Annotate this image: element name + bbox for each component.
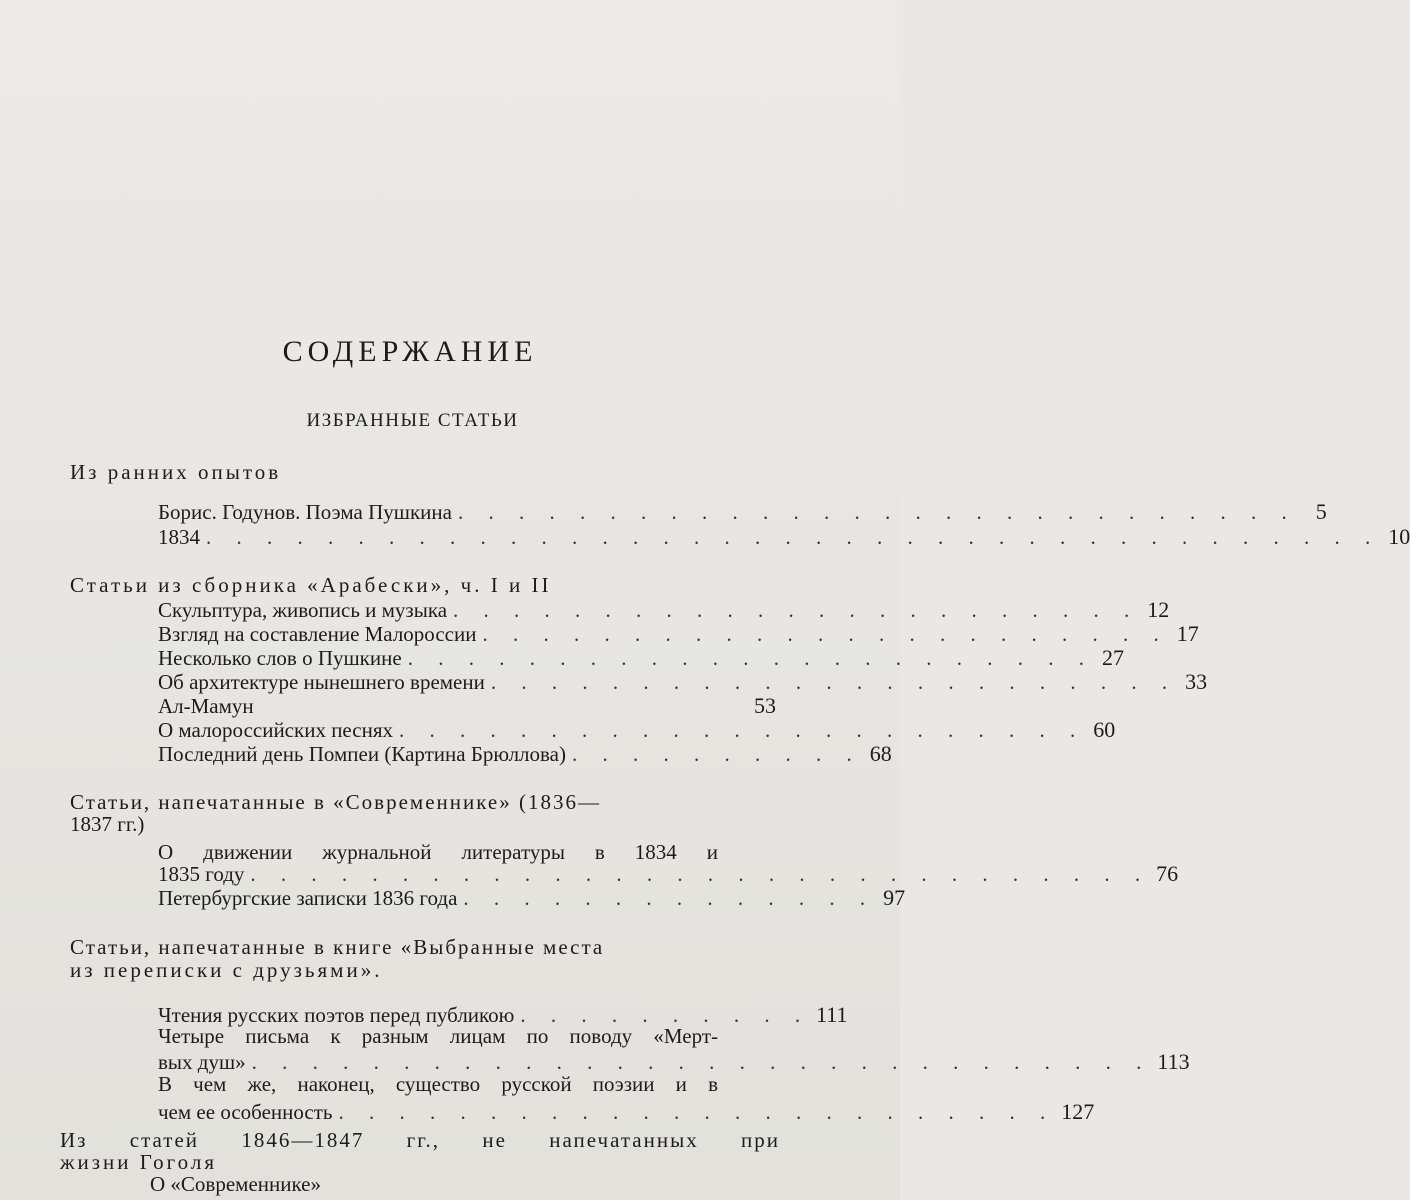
leader-dots: . . . . . . . . . . . . . . . . . . . . . . . xyxy=(453,598,1140,622)
entry-page: 76 xyxy=(1156,861,1179,886)
page-title: СОДЕРЖАНИЕ xyxy=(282,335,538,368)
entry-page: 60 xyxy=(1093,717,1116,742)
toc-entry-cont xyxy=(158,1099,1095,1124)
leader-dots: . . . . . . . . . . . . . . . . . . . . . . . xyxy=(482,622,1169,646)
entry-title-line1: Четыре письма к разным лицам по поводу «Мерт- xyxy=(158,1024,718,1048)
entry-page: 113 xyxy=(1157,1049,1190,1074)
toc-entry xyxy=(158,669,1208,694)
leader-dots: . . . . . . . . . . xyxy=(520,1003,811,1027)
toc-entry xyxy=(158,524,1410,549)
section-heading: Статьи, напечатанные в книге «Выбранные места xyxy=(70,935,605,959)
entry-title: О малороссийских песнях xyxy=(158,718,393,742)
entry-page: 27 xyxy=(1101,645,1124,670)
entry-title: Об архитектуре нынешнего времени xyxy=(158,670,485,694)
entry-page: 33 xyxy=(1185,669,1208,694)
leader-dots: . . . . . . . . . . . . . . . . . . . . . . . . . . . . . . . . . . . . . . . xyxy=(206,525,1381,549)
entry-page: 17 xyxy=(1176,621,1199,646)
entry-title-line2: 1835 году xyxy=(158,862,245,886)
leader-dots: . . . . . . . . . . . . . . . . . . . . . . . . xyxy=(338,1100,1056,1124)
entry-title: Борис. Годунов. Поэма Пушкина xyxy=(158,500,452,524)
leader-dots: . . . . . . . . . . . . . . . . . . . . . . . xyxy=(407,646,1094,670)
entry-title: Скульптура, живопись и музыка xyxy=(158,598,448,622)
section-heading-cont: жизни Гоголя xyxy=(60,1150,218,1174)
toc-entry xyxy=(158,694,776,718)
entry-page: 97 xyxy=(883,885,906,910)
entry-title: Петербургские записки 1836 года xyxy=(158,886,458,910)
entry-page: 111 xyxy=(816,1002,848,1027)
toc-entry xyxy=(158,717,1116,742)
leader-dots: . . . . . . . . . . . . . . . . . . . . . . . xyxy=(399,718,1086,742)
toc-entry-cont xyxy=(158,1049,1190,1074)
page-subtitle: ИЗБРАННЫЕ СТАТЬИ xyxy=(306,410,519,431)
entry-page: 68 xyxy=(869,741,892,766)
entry-page: 5 xyxy=(1315,499,1327,524)
leader-dots: . . . . . . . . . . . . . . . . . . . . . . . . . . . . xyxy=(457,500,1297,524)
toc-entry xyxy=(158,741,892,766)
entry-title-line1: В чем же, наконец, существо русской поэзии и в xyxy=(158,1072,718,1096)
section-heading-cont: из переписки с друзьями». xyxy=(70,958,383,982)
entry-title: Чтения русских поэтов перед публикою xyxy=(158,1003,515,1027)
entry-title: Взгляд на составление Малороссии xyxy=(158,622,477,646)
toc-entry xyxy=(158,885,906,910)
section-heading: Из ранних опытов xyxy=(70,460,282,484)
section-heading: Статьи из сборника «Арабески», ч. I и II xyxy=(70,573,552,597)
toc-entry xyxy=(158,499,1327,524)
entry-page: 12 xyxy=(1147,597,1170,622)
entry-title-line1: О движении журнальной литературы в 1834 и xyxy=(158,840,718,864)
section-heading-cont: 1837 гг.) xyxy=(70,812,145,836)
entry-page: 127 xyxy=(1061,1099,1095,1124)
entry-title-line2: вых душ» xyxy=(158,1050,246,1074)
leader-dots: . . . . . . . . . . . . . . xyxy=(463,886,876,910)
leader-dots: . . . . . . . . . . xyxy=(571,742,862,766)
toc-entry-cont xyxy=(158,861,1179,886)
toc-entry xyxy=(158,645,1124,670)
entry-title: Ал-Мамун xyxy=(158,694,254,718)
entry-title-line2: чем ее особенность xyxy=(158,1100,333,1124)
leader-dots: . . . . . . . . . . . . . . . . . . . . . . . xyxy=(490,670,1178,694)
section-heading: Статьи, напечатанные в «Современнике» (1836— xyxy=(70,790,601,814)
section-heading: Из статей 1846—1847 гг., не напечатанных при xyxy=(60,1128,780,1152)
entry-title: О «Современнике» xyxy=(150,1172,321,1196)
toc-entry xyxy=(158,621,1199,646)
leader-dots: . . . . . . . . . . . . . . . . . . . . . . . . . . . . . . xyxy=(251,1050,1152,1074)
leader-dots: . . . . . . . . . . . . . . . . . . . . . . . . . . . . . . xyxy=(250,862,1151,886)
entry-title: 1834 xyxy=(158,525,200,549)
entry-title: Последний день Помпеи (Картина Брюллова) xyxy=(158,742,566,766)
entry-title: Несколько слов о Пушкине xyxy=(158,646,402,670)
toc-entry xyxy=(158,597,1170,622)
entry-page: 53 xyxy=(754,693,776,718)
entry-page: 10 xyxy=(1388,524,1410,549)
